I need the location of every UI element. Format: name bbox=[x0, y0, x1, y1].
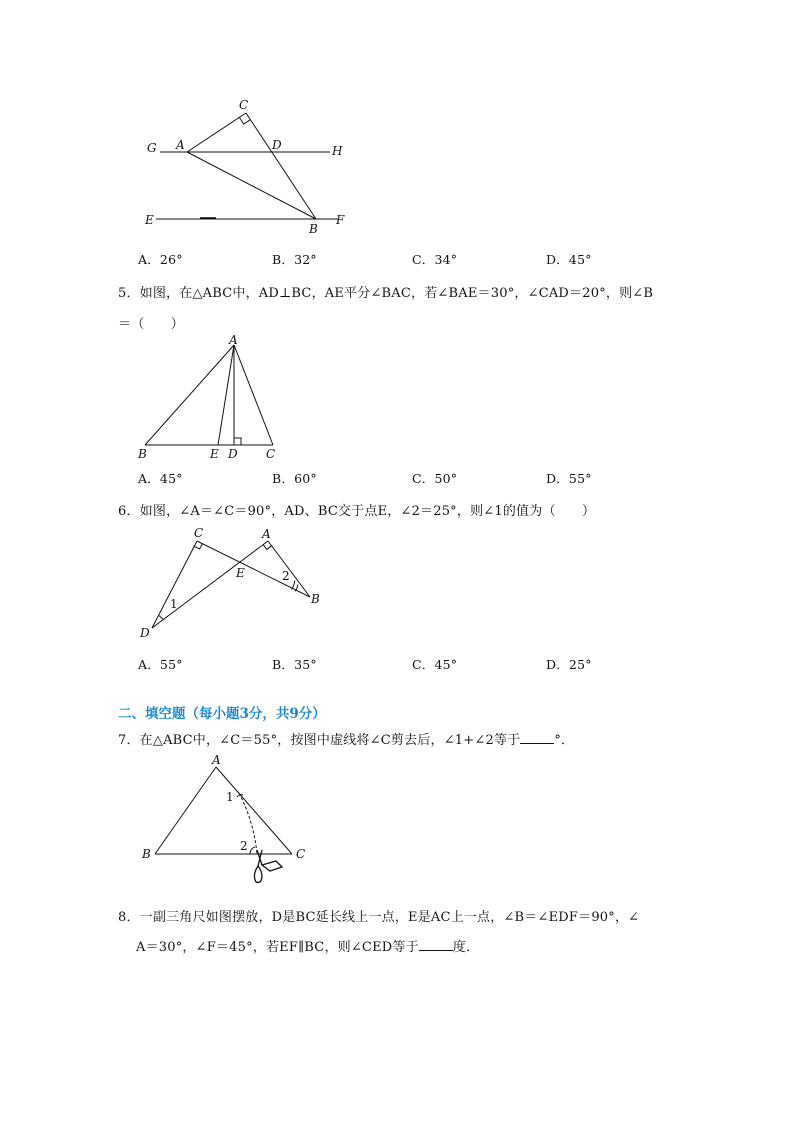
q8-stem-line2 bbox=[136, 936, 479, 955]
label-a: A bbox=[176, 138, 185, 152]
q6-option-b[interactable]: B．35° bbox=[272, 657, 317, 672]
scissors-icon bbox=[254, 850, 282, 882]
q6-stem: 6．如图，∠A＝∠C＝90°，AD、BC交于点E，∠2＝25°，则∠1的值为（ ） bbox=[118, 504, 596, 519]
q5-option-a[interactable]: A．45° bbox=[138, 471, 183, 486]
q5-option-c[interactable]: C．50° bbox=[412, 471, 458, 486]
q7-figure bbox=[130, 750, 320, 890]
label-a: A bbox=[229, 333, 238, 347]
q7-stem-end: °． bbox=[554, 733, 575, 748]
label-d: D bbox=[140, 626, 150, 640]
q8-answer-blank[interactable] bbox=[419, 940, 453, 951]
q6-option-c[interactable]: C．45° bbox=[412, 657, 458, 672]
label-h: H bbox=[332, 144, 343, 158]
segment-ab bbox=[187, 152, 316, 219]
label-e: E bbox=[145, 213, 154, 227]
label-a: A bbox=[262, 527, 271, 541]
q4-option-c[interactable]: C．34° bbox=[412, 252, 458, 267]
q8-stem-line1: 8．一副三角尺如图摆放，D是BC延长线上一点，E是AC上一点，∠B＝∠EDF＝90°，∠ bbox=[118, 910, 640, 925]
side-ab bbox=[155, 767, 216, 854]
q6-option-a[interactable]: A．55° bbox=[138, 657, 183, 672]
q7-stem bbox=[118, 729, 574, 748]
label-b: B bbox=[138, 447, 147, 461]
q5-stem-line2: ＝（ ） bbox=[118, 317, 185, 332]
q8-stem-text: A＝30°，∠F＝45°，若EF∥BC，则∠CED等于 bbox=[136, 940, 419, 955]
q5-option-d[interactable]: D．55° bbox=[546, 471, 592, 486]
section-title-fill-in: 二、填空题（每小题3分，共9分） bbox=[118, 706, 326, 722]
label-d: D bbox=[272, 138, 282, 152]
right-angle-mark-d bbox=[234, 438, 241, 445]
label-c: C bbox=[239, 98, 249, 112]
q5-figure bbox=[130, 333, 290, 463]
side-ac bbox=[234, 345, 273, 445]
label-c: C bbox=[266, 447, 276, 461]
q7-answer-blank[interactable] bbox=[520, 733, 554, 744]
label-f: F bbox=[336, 213, 345, 227]
q6-option-d[interactable]: D．25° bbox=[546, 657, 592, 672]
right-angle-mark-c bbox=[239, 117, 250, 124]
side-ac bbox=[216, 767, 292, 854]
label-angle-2: 2 bbox=[240, 839, 248, 853]
segment-da bbox=[152, 541, 268, 628]
q4-option-a[interactable]: A．26° bbox=[138, 252, 183, 267]
angle-arc-1 bbox=[159, 615, 164, 619]
segment-ac bbox=[187, 113, 246, 152]
segment-cd bbox=[152, 541, 197, 628]
segment-cb bbox=[246, 113, 316, 219]
q6-figure bbox=[130, 522, 330, 647]
label-g: G bbox=[147, 141, 157, 155]
right-angle-mark-a bbox=[263, 545, 271, 550]
label-e: E bbox=[210, 447, 219, 461]
label-b: B bbox=[309, 222, 318, 236]
label-c: C bbox=[194, 526, 204, 540]
angle-arc-2 bbox=[250, 847, 255, 854]
label-a: A bbox=[212, 753, 221, 767]
q4-option-b[interactable]: B．32° bbox=[272, 252, 317, 267]
label-d: D bbox=[228, 447, 238, 461]
label-b: B bbox=[311, 592, 320, 606]
label-c: C bbox=[296, 847, 306, 861]
q4-figure bbox=[130, 92, 370, 237]
label-e: E bbox=[236, 566, 245, 580]
label-angle-1: 1 bbox=[170, 597, 178, 611]
q8-stem-end: 度． bbox=[452, 940, 480, 955]
q4-option-d[interactable]: D．45° bbox=[546, 252, 592, 267]
label-b: B bbox=[142, 847, 151, 861]
angle-arc-2 bbox=[292, 580, 295, 589]
q7-stem-text: 7．在△ABC中，∠C＝55°，按图中虚线将∠C剪去后，∠1+∠2等于 bbox=[118, 733, 521, 748]
label-angle-2: 2 bbox=[282, 569, 290, 583]
label-angle-1: 1 bbox=[226, 790, 234, 804]
q5-stem-line1: 5．如图，在△ABC中，AD⊥BC，AE平分∠BAC，若∠BAE＝30°，∠CAD＝20°，则∠B bbox=[118, 286, 654, 301]
q5-option-b[interactable]: B．60° bbox=[272, 471, 317, 486]
segment-cb bbox=[197, 541, 310, 597]
